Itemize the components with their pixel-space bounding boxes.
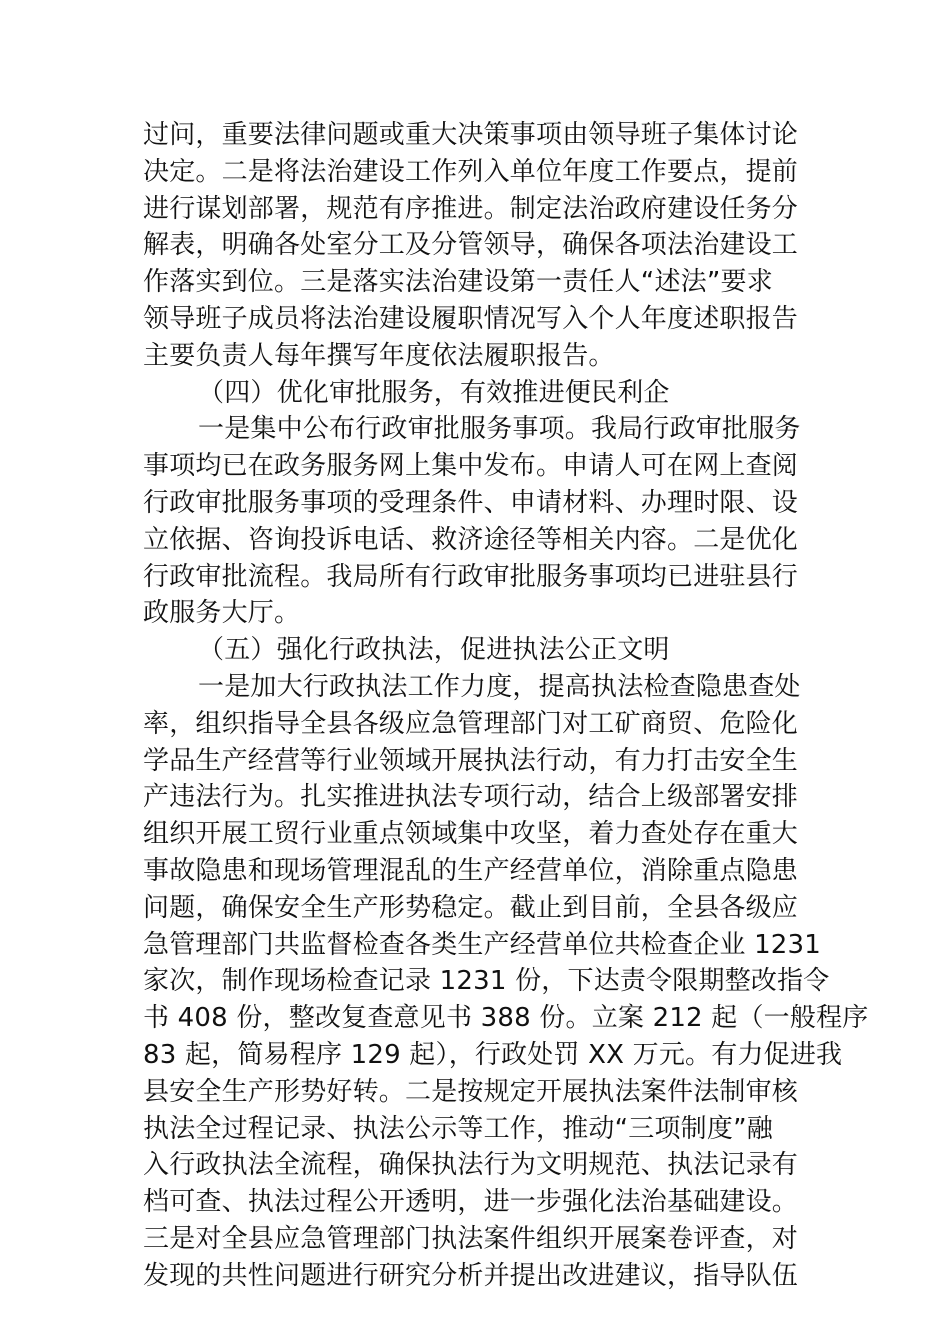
text-line: 主要负责人每年撰写年度依法履职报告。 bbox=[143, 340, 615, 371]
text-line: 进行谋划部署，规范有序推进。制定法治政府建设任务分 bbox=[143, 193, 799, 224]
text-line: 档可查、执法过程公开透明，进一步强化法治基础建设。 bbox=[143, 1187, 799, 1218]
text-line: 领导班子成员将法治建设履职情况写入个人年度述职报告 bbox=[143, 303, 799, 334]
text-line: 家次，制作现场检查记录 1231 份，下达责令限期整改指令 bbox=[143, 966, 830, 997]
text-line: 学品生产经营等行业领域开展执法行动，有力打击安全生 bbox=[143, 745, 799, 776]
text-line: 急管理部门共监督检查各类生产经营单位共检查企业 1231 bbox=[143, 929, 822, 960]
text-line: 立依据、咨询投诉电话、救济途径等相关内容。二是优化 bbox=[143, 524, 799, 555]
text-line: 政服务大厅。 bbox=[143, 598, 301, 629]
text-line: 事项均已在政务服务网上集中发布。申请人可在网上查阅 bbox=[143, 451, 799, 482]
text-line: 产违法行为。扎实推进执法专项行动，结合上级部署安排 bbox=[143, 782, 799, 813]
text-line: 83 起，简易程序 129 起），行政处罚 XX 万元。有力促进我 bbox=[143, 1039, 843, 1070]
section-heading-four: （四）优化审批服务，有效推进便民利企 bbox=[198, 377, 670, 408]
text-line: 问题，确保安全生产形势稳定。截止到目前，全县各级应 bbox=[143, 892, 799, 923]
text-line: 书 408 份，整改复查意见书 388 份。立案 212 起（一般程序 bbox=[143, 1003, 869, 1034]
text-line: 入行政执法全流程，确保执法行为文明规范、执法记录有 bbox=[143, 1150, 799, 1181]
text-line: 作落实到位。三是落实法治建设第一责任人“述法”要求 bbox=[143, 267, 773, 298]
text-line: 过问，重要法律问题或重大决策事项由领导班子集体讨论 bbox=[143, 120, 799, 150]
text-line: 组织开展工贸行业重点领域集中攻坚，着力查处存在重大 bbox=[143, 819, 799, 850]
paragraph-first-line: 一是加大行政执法工作力度，提高执法检查隐患查处 bbox=[198, 671, 801, 702]
text-line: 县安全生产形势好转。二是按规定开展执法案件法制审核 bbox=[143, 1076, 799, 1107]
text-line: 执法全过程记录、执法公示等工作，推动“三项制度”融 bbox=[143, 1113, 773, 1144]
text-line: 解表，明确各处室分工及分管领导，确保各项法治建设工 bbox=[143, 230, 799, 261]
text-line: 行政审批服务事项的受理条件、申请材料、办理时限、设 bbox=[143, 487, 799, 518]
section-heading-five: （五）强化行政执法，促进执法公正文明 bbox=[198, 635, 670, 666]
text-line: 决定。二是将法治建设工作列入单位年度工作要点，提前 bbox=[143, 156, 799, 187]
text-line: 事故隐患和现场管理混乱的生产经营单位，消除重点隐患 bbox=[143, 855, 799, 886]
text-line: 三是对全县应急管理部门执法案件组织开展案卷评查，对 bbox=[143, 1223, 799, 1254]
text-line: 率，组织指导全县各级应急管理部门对工矿商贸、危险化 bbox=[143, 708, 799, 739]
document-body bbox=[143, 117, 869, 1295]
text-line: 发现的共性问题进行研究分析并提出改进建议，指导队伍 bbox=[143, 1260, 799, 1291]
text-line: 行政审批流程。我局所有行政审批服务事项均已进驻县行 bbox=[143, 561, 799, 592]
paragraph-first-line: 一是集中公布行政审批服务事项。我局行政审批服务 bbox=[198, 414, 801, 445]
